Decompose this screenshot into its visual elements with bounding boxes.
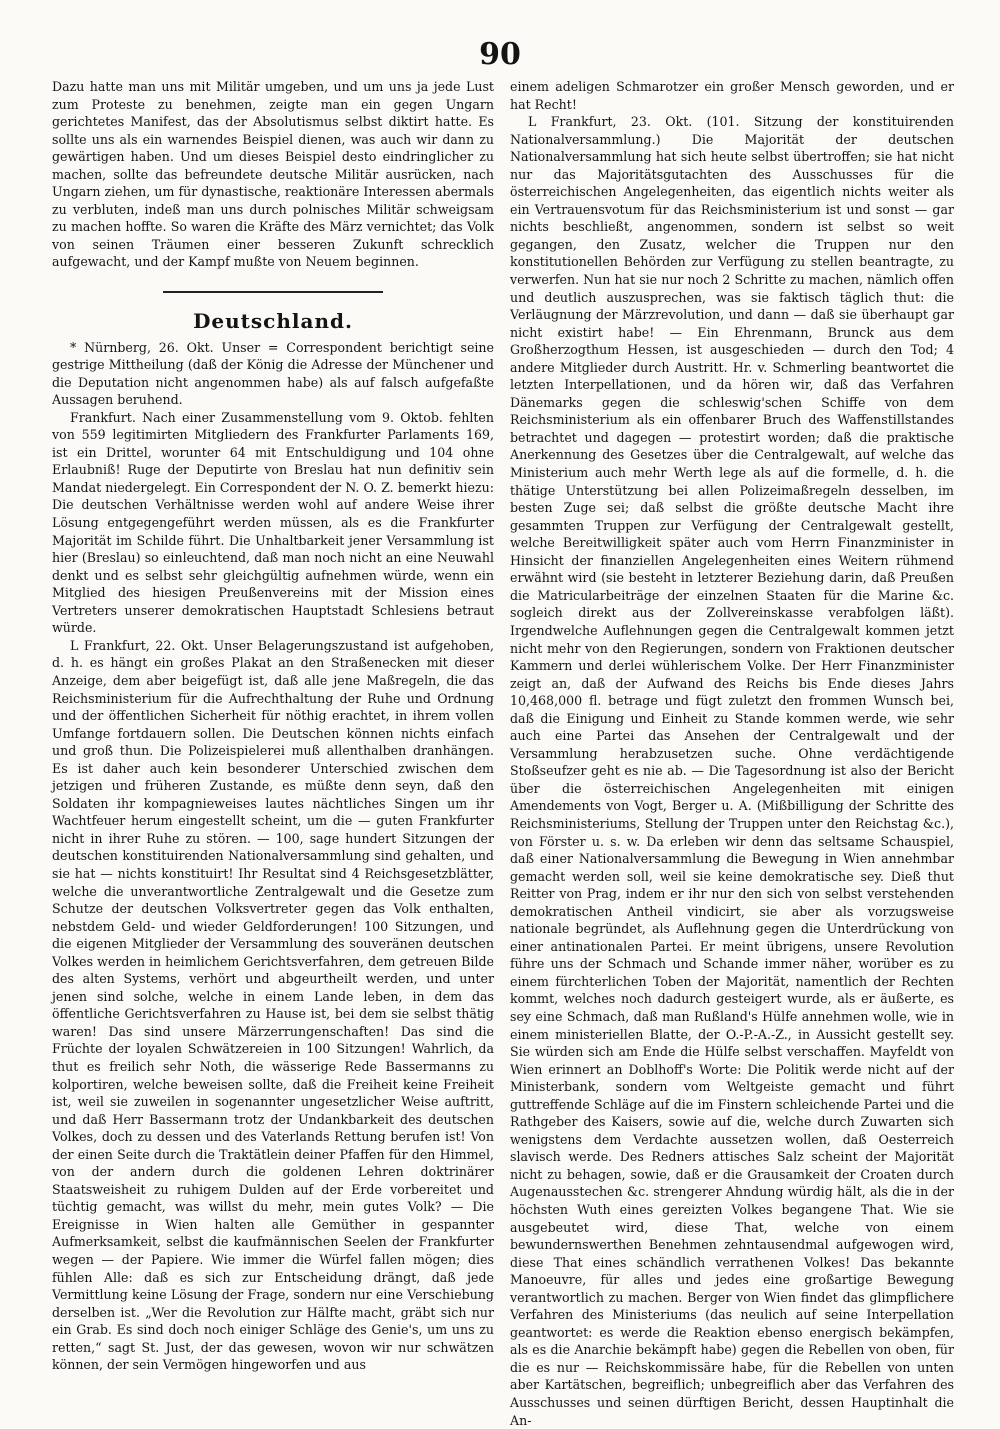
right-column <box>510 78 954 1429</box>
article-frankfurt-parliament: Frankfurt. Nach einer Zusammenstellung vom 9. Oktob. fehlten von 559 legitimirten Mitgliedern des Frankfurter Parlaments 169, ist ein Drittel, worunter 64 mit Entschuldigung und 104 ohne Erlaubniß! Ruge der Deputirte von Breslau hat nun definitiv sein Mandat niedergelegt. Ein Correspondent der N. O. Z. bemerkt hiezu: Die deutschen Verhältnisse werden wohl auf andere Weise ihrer Lösung entgegengeführt werden müssen, als es die Frankfurter Majorität im Schilde führt. Die Unhaltbarkeit jener Versammlung ist hier (Breslau) so einleuchtend, daß man noch nicht an eine Neuwahl denkt und es selbst sehr gleichgültig aufnehmen würde, wenn ein Mitglied des hiesigen Preußenvereins mit der Mission eines Vertreters unserer demokratischen Hauptstadt Schlesiens betraut würde. <box>52 409 494 636</box>
article-nuernberg: * Nürnberg, 26. Okt. Unser = Correspondent berichtigt seine gestrige Mittheilung (daß der König die Adresse der Münchener und die Deputation nicht angenommen habe) als auf falsch aufgefaßte Aussagen beruhend. <box>52 339 494 408</box>
page-number: 90 <box>479 37 521 72</box>
section-divider <box>163 291 383 293</box>
section-title: Deutschland. <box>193 309 353 334</box>
intro-paragraph: Dazu hatte man uns mit Militär umgeben, und um uns ja jede Lust zum Proteste zu benehmen, zeigte man ein gegen Ungarn gerichtetes Manifest, das der Absolutismus selbst diktirt hatte. Es sollte uns als ein warnendes Beispiel dienen, was auch wir dann zu gewärtigen haben. Und um dieses Beispiel desto eindringlicher zu machen, sollte das befreundete deutsche Militär ausrücken, nach Ungarn ziehen, um für dynastische, reaktionäre Interessen abermals zu verbluten, indeß man uns durch polnisches Militär schweigsam zu machen hoffte. So waren die Kräfte des März vernichtet; das Volk von seinen Träumen einer besseren Zukunft schrecklich aufgewacht, und der Kampf mußte von Neuem beginnen. <box>52 79 494 270</box>
article-frankfurt-22-okt: L Frankfurt, 22. Okt. Unser Belagerungszustand ist aufgehoben, d. h. es hängt ein großes Plakat an den Straßenecken mit dieser Anzeige, dem aber beigefügt ist, daß alle jene Maßregeln, die das Reichsministerium für die Aufrechthaltung der Ruhe und Ordnung und der öffentlichen Sicherheit für nöthig erachtet, in ihrem vollen Umfange fortdauern sollen. Die Deutschen können nichts einfach und groß thun. Die Polizeispielerei muß allenthalben dranhängen. Es ist daher auch kein besonderer Unterschied zwischen dem jetzigen und früheren Zustande, es müßte denn seyn, daß den Soldaten ihr kompagnieweises lautes nächtliches Singen um ihr Wachtfeuer herum eingestellt scheint, um die — guten Frankfurter nicht in ihrer Ruhe zu stören. — 100, sage hundert Sitzungen der deutschen konstituirenden Nationalversammlung sind gehalten, und sie hat — nichts konstituirt! Ihr Resultat sind 4 Reichsgesetzblätter, welche die unverantwortliche Zentralgewalt und die Gesetze zum Schutze der deutschen Volksvertreter gegen das Volk enthalten, nebstdem Geld- und wieder Geldforderungen! 100 Sitzungen, und die eigenen Mitglieder der Versammlung des souveränen deutschen Volkes werden in heimlichem Gerichtsverfahren, dem getreuen Bilde des alten Systems, verhört und abgeurtheilt werden, und unter jenen sind solche, welche in einem Lande leben, in dem das öffentliche Gerichtsverfahren zu Hause ist, bei dem sie selbst thätig waren! Das sind unsere Märzerrungenschaften! Das sind die Früchte der loyalen Schwätzereien in 100 Sitzungen! Wahrlich, da thut es freilich sehr Noth, die wässerige Rede Bassermanns zu kolportiren, welche beweisen sollte, daß die Freiheit keine Freiheit ist, weil sie zuweilen in sogenannter ungesetzlicher Weise auftritt, und daß Herr Bassermann trotz der Undankbarkeit des deutschen Volkes, doch zu dessen und des Vaterlands Rettung berufen ist! Von der einen Seite durch die Traktätlein deiner Pfaffen für den Himmel, von der andern durch die goldenen Lehren doktrinärer Staatsweisheit zu ruhigem Dulden auf der Erde vorbereitet und tüchtig gemacht, was willst du mehr, mein gutes Volk? — Die Ereignisse in Wien halten alle Gemüther in gespannter Aufmerksamkeit, selbst die kaufmännischen Seelen der Frankfurter wegen — der Papiere. Wie immer die Würfel fallen mögen; dies fühlen Alle: daß es sich zur Entscheidung drängt, daß jede Vermittlung keine Lösung der Frage, sondern nur eine Verschiebung derselben ist. „Wer die Revolution zur Hälfte macht, gräbt sich nur ein Grab. Es sind doch noch einiger Schläge des Genie's, um uns zu retten,“ sagt St. Just, der das gewesen, wovon wir nur schwätzen können, der sein Vermögen hingeworfen und aus <box>52 637 494 1373</box>
continued-paragraph: einem adeligen Schmarotzer ein großer Mensch geworden, und er hat Recht! <box>510 79 954 112</box>
left-column <box>52 78 494 1374</box>
article-frankfurt-23-okt: L Frankfurt, 23. Okt. (101. Sitzung der konstituirenden Nationalversammlung.) Die Majorität der deutschen Nationalversammlung hat sich heute selbst übertroffen; sie hat nicht nur das Majoritätsgutachten des Ausschusses für die österreichischen Angelegenheiten, das eigentlich nichts weiter als ein Vertrauensvotum für das Reichsministerium ist und sonst — gar nichts beschließt, angenommen, sondern ist selbst so weit gegangen, den Zusatz, welcher die Truppen nur den konstitutionellen Behörden zur Verfügung zu stellen beantragte, zu verwerfen. Nun hat sie nur noch 2 Schritte zu machen, nämlich offen und deutlich auszusprechen, was sie faktisch täglich thut: die Verläugnung der Märzrevolution, und dann — daß sie überhaupt gar nicht existirt habe! — Ein Ehrenmann, Brunck aus dem Großherzogthum Hessen, ist ausgeschieden — durch den Tod; 4 andere Mitglieder durch Austritt. Hr. v. Schmerling beantwortet die letzten Interpellationen, und da hören wir, daß das Verfahren Dänemarks gegen die schleswig'schen Schiffe von dem Reichsministerium als ein offenbarer Bruch des Waffenstillstandes betrachtet und dagegen — protestirt worden; daß die praktische Anerkennung des Gesetzes über die Centralgewalt, auf welche das Ministerium auch mehr Werth lege als auf die formelle, d. h. die thätige Unterstützung bei allen Polizeimaßregeln desselben, im besten Zuge sei; daß selbst die größte deutsche Macht ihre gesammten Truppen zur Verfügung der Centralgewalt gestellt, welche Bereitwilligkeit später auch vom Herrn Finanzminister in Hinsicht der finanziellen Angelegenheiten eines Weitern rühmend erwähnt wird (sie besteht in letzterer Beziehung darin, daß Preußen die Matricularbeiträge der einzelnen Staaten für die Marine &c. sogleich direkt aus der Zollvereinskasse verabfolgen läßt). Irgendwelche Auflehnungen gegen die Centralgewalt kommen jetzt nicht mehr von den Regierungen, sondern von Fraktionen deutscher Kammern und derlei wühlerischem Volke. Der Herr Finanzminister zeigt an, daß der Aufwand des Reichs bis Ende dieses Jahrs 10,468,000 fl. betrage und fügt zuletzt den frommen Wunsch bei, daß die Einigung und Einheit zu Stande kommen werde, wie sehr auch eine Partei das Ansehen der Centralgewalt und der Versammlung herabzusetzen suche. Ohne verdächtigende Stoßseufzer geht es nie ab. — Die Tagesordnung ist also der Bericht über die österreichischen Angelegenheiten mit einigen Amendements von Vogt, Berger u. A. (Mißbilligung der Schritte des Reichsministeriums, Stellung der Truppen unter den Reichstag &c.), von Förster u. s. w. Da erleben wir denn das seltsame Schauspiel, daß einer Nationalversammlung die Bewegung in Wien annehmbar gemacht werden soll, weil sie keine demokratische sey. Dieß thut Reitter von Prag, indem er ihr nur den sich von selbst verstehenden demokratischen Antheil vindicirt, sie aber als vorzugsweise nationale begründet, als Auflehnung gegen die Unterdrückung von einer antinationalen Partei. Er meint übrigens, unsere Revolution führe uns der Schmach und Schande immer näher, worüber es zu einem fürchterlichen Toben der Majorität, namentlich der Rechten kommt, welches noch dadurch gesteigert wurde, als er äußerte, es sey eine Schmach, daß man Rußland's Hülfe annehmen wolle, wie in einem ministeriellen Blatte, der O.-P.-A.-Z., in Aussicht gestellt sey. Sie würden sich am Ende die Hülfe selbst verschaffen. Mayfeldt von Wien erinnert an Doblhoff's Worte: Die Politik werde nicht auf der Ministerbank, sondern vom Weltgeiste gemacht und führt guttreffende Schläge auf die im Finstern schleichende Partei und die Rathgeber des Kaisers, sowie auf die, welche durch Zuwarten sich wenigstens dem Verdachte aussetzen wollen, daß Oesterreich slavisch werde. Des Redners attisches Salz scheint der Majorität nicht zu behagen, sowie, daß er die Grausamkeit der Croaten durch Augenausstechen &c. strengerer Ahndung würdig hält, als die in der höchsten Wuth eines gereizten Volkes begangene That. Wie sie ausgebeutet wird, diese That, welche von einem bewundernswerthen Benehmen zehntausendmal aufgewogen wird, diese That eines schändlich verrathenen Volkes! Das bekannte Manoeuvre, für alles und jedes eine großartige Bewegung verantwortlich zu machen. Berger von Wien findet das glimpflichere Verfahren des Ministeriums (das neulich auf seine Interpellation geantwortet: es werde die Reaktion ebenso energisch bekämpfen, als es die Anarchie bekämpft habe) gegen die Rebellen von oben, für die es nur — Reichskommissäre habe, für die Rebellen von unten aber Kartätschen, begreiflich; unbegreiflich aber das Verfahren des Ausschusses und seinen dürftigen Bericht, dessen Hauptinhalt die An- <box>510 114 954 1428</box>
